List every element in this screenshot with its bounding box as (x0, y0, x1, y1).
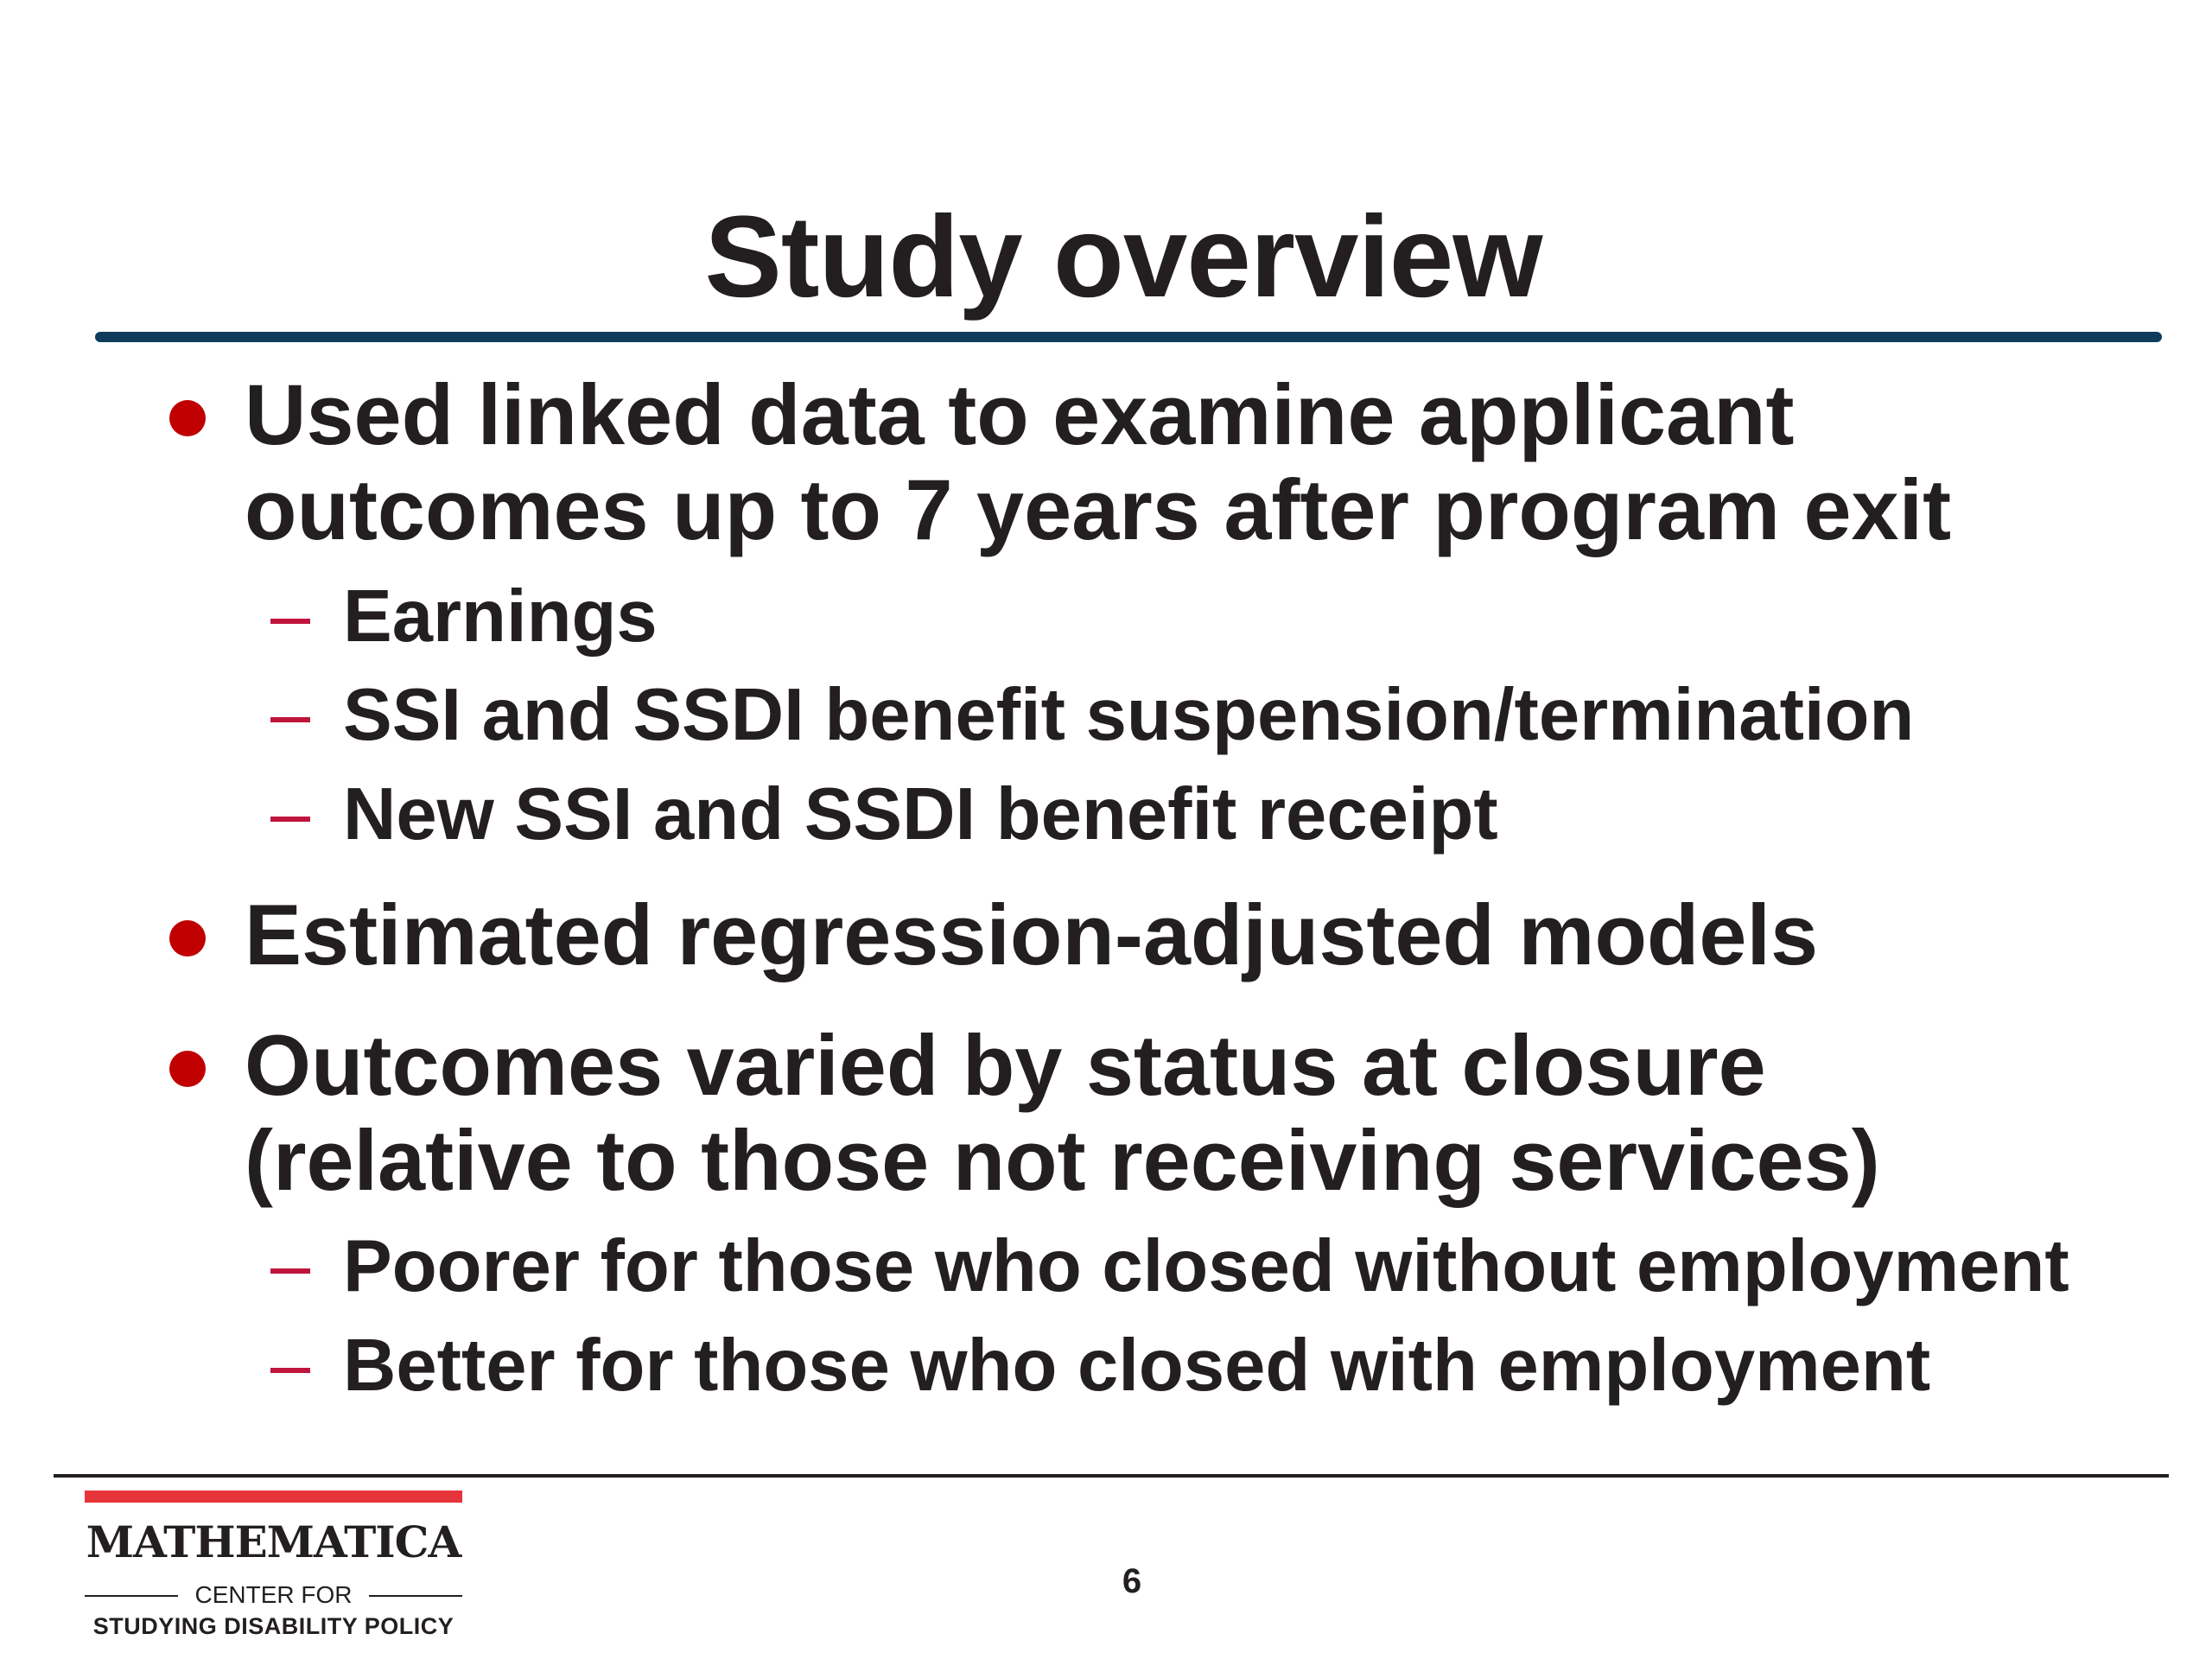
footer-divider (54, 1474, 2169, 1478)
bullet-dot-icon (169, 920, 206, 957)
bullet-text-line: outcomes up to 7 years after program exit (245, 461, 1952, 557)
sub-bullet-text: Earnings (343, 575, 658, 658)
sub-bullet-text: Better for those who closed with employment (343, 1325, 1931, 1407)
logo-subtitle: STUDYING DISABILITY POLICY (92, 1613, 454, 1639)
logo-name: MATHEMATICA (86, 1516, 461, 1567)
dash-icon (270, 619, 310, 624)
bullet-text-line: (relative to those not receiving services) (245, 1112, 1880, 1208)
sub-bullet-item (343, 574, 658, 660)
bullet-text-line: Outcomes varied by status at closure (245, 1017, 1766, 1113)
title-divider (95, 332, 2162, 342)
bullet-dot-icon (169, 1051, 206, 1087)
bullet-item (245, 367, 1951, 557)
sub-bullet-text: SSI and SSDI benefit suspension/termination (343, 674, 1915, 756)
sub-bullet-text: Poorer for those who closed without employment (343, 1225, 2069, 1307)
logo-rule-right (369, 1595, 462, 1597)
dash-icon (270, 1368, 310, 1373)
bullet-text-line: Used linked data to examine applicant (245, 366, 1795, 462)
sub-bullet-item (343, 672, 1914, 759)
bullet-text-line: Estimated regression-adjusted models (245, 887, 1819, 982)
sub-bullet-item (343, 1323, 1930, 1409)
bullet-item (245, 887, 1818, 982)
sub-bullet-text: New SSI and SSDI benefit receipt (343, 773, 1498, 855)
bullet-dot-icon (169, 400, 206, 436)
mathematica-logo (85, 1491, 462, 1642)
bullet-item (245, 1018, 1880, 1208)
logo-accent-bar (85, 1491, 462, 1503)
logo-center-label (85, 1580, 462, 1611)
page-number: 6 (1122, 1562, 1142, 1600)
dash-icon (270, 1268, 310, 1274)
slide-title: Study overview (704, 193, 1542, 321)
logo-center-text: CENTER FOR (194, 1581, 353, 1608)
sub-bullet-item (343, 772, 1498, 858)
sub-bullet-item (343, 1224, 2069, 1310)
dash-icon (270, 817, 310, 822)
dash-icon (270, 717, 310, 722)
